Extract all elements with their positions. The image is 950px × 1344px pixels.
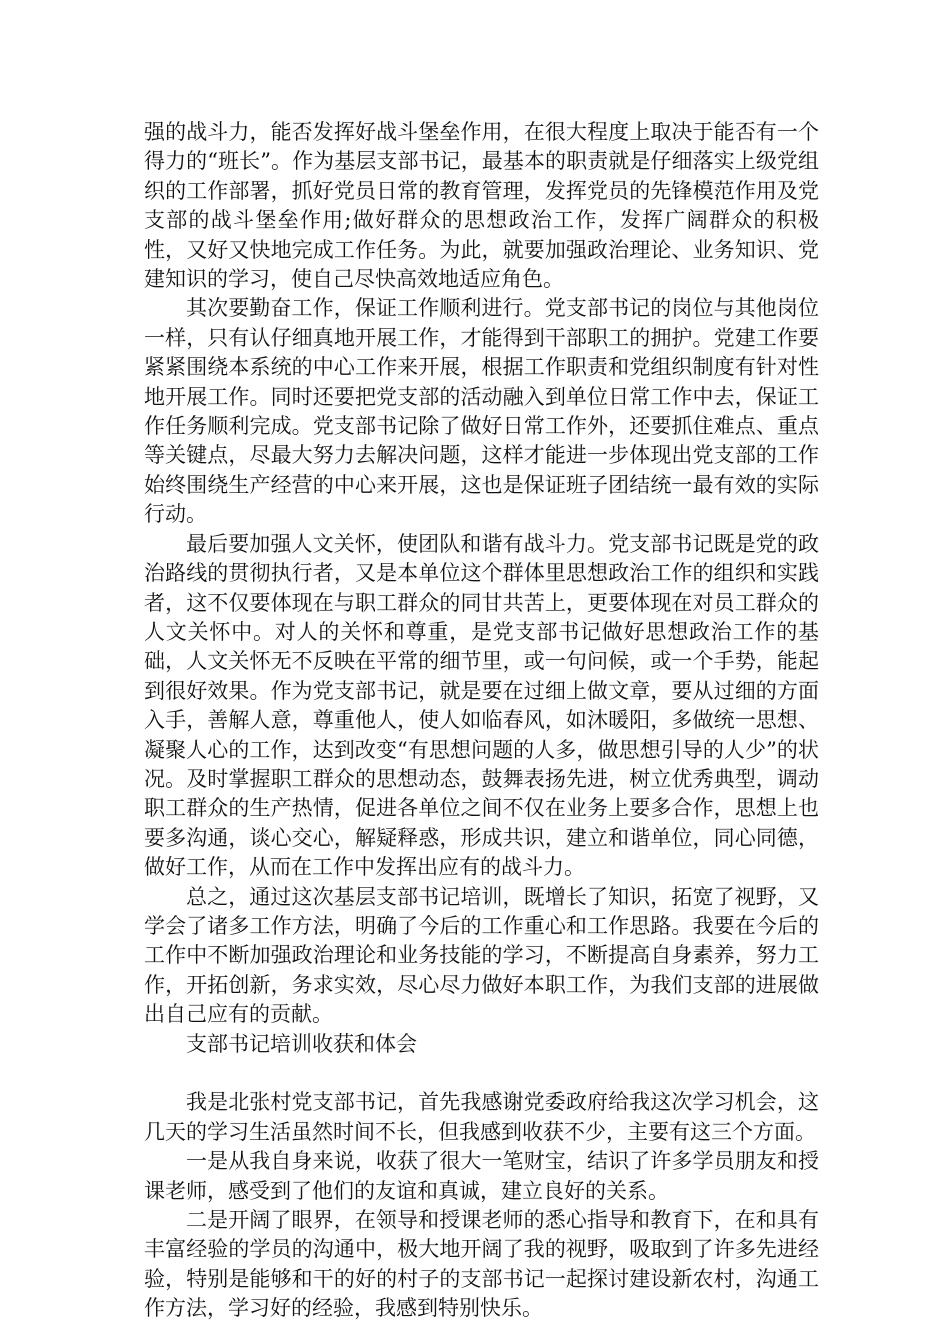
paragraph-gain-one: 一是从我自身来说，收获了很大一笔财宝，结识了许多学员朋友和授课老师，感受到了他们的友谊和真诚，建立良好的关系。 [144,1149,819,1203]
document-page [144,118,819,1324]
paragraph-diligent-work: 其次要勤奋工作，保证工作顺利进行。党支部书记的岗位与其他岗位一样，只有认仔细真地开展工作，才能得到干部职工的拥护。党建工作要紧紧围绕本系统的中心工作来开展，根据工作职责和党组织制度有针对性地开展工作。同时还要把党支部的活动融入到单位日常工作中去，保证工作任务顺利完成。党支部书记除了做好日常工作外，还要抓住难点、重点等关键点，尽最大努力去解决问题，这样才能进一步体现出党支部的工作始终围绕生产经营的中心来开展，这也是保证班子团结统一最有效的实际行动。 [144,296,819,527]
section-title: 支部书记培训收获和体会 [186,1031,417,1056]
paragraph-continuation: 强的战斗力，能否发挥好战斗堡垒作用，在很大程度上取决于能否有一个得力的“班长”。作为基层支部书记，最基本的职责就是仔细落实上级党组织的工作部署，抓好党员日常的教育管理，发挥党员的先锋模范作用及党支部的战斗堡垒作用;做好群众的思想政治工作，发挥广阔群众的积极性，又好又快地完成工作任务。为此，就要加强政治理论、业务知识、党建知识的学习，使自己尽快高效地适应角色。 [144,120,819,292]
paragraph-humanistic-care: 最后要加强人文关怀，使团队和谐有战斗力。党支部书记既是党的政治路线的贯彻执行者，又是本单位这个群体里思想政治工作的组织和实践者，这不仅要体现在与职工群众的同甘共苦上，更要体现在对员工群众的人文关怀中。对人的关怀和尊重，是党支部书记做好思想政治工作的基础，人文关怀无不反映在平常的细节里，或一句问候，或一个手势，能起到很好效果。作为党支部书记，就是要在过细上做文章，要从过细的方面入手，善解人意，尊重他人，使人如临春风，如沐暖阳，多做统一思想、凝聚人心的工作，达到改变“有思想问题的人多，做思想引导的人少”的状况。及时掌握职工群众的思想动态，鼓舞表扬先进，树立优秀典型，调动职工群众的生产热情，促进各单位之间不仅在业务上要多合作，思想上也要多沟通，谈心交心，解疑释惑，形成共识，建立和谐单位，同心同德，做好工作，从而在工作中发挥出应有的战斗力。 [144,531,819,880]
paragraph-intro: 我是北张村党支部书记，首先我感谢党委政府给我这次学习机会，这几天的学习生活虽然时间不长，但我感到收获不少，主要有这三个方面。 [144,1090,819,1144]
paragraph-gain-two: 二是开阔了眼界，在领导和授课老师的悉心指导和教育下，在和具有丰富经验的学员的沟通中，极大地开阔了我的视野，吸取到了许多先进经验，特别是能够和干的好的村子的支部书记一起探讨建设新农村，沟通工作方法，学习好的经验，我感到特别快乐。 [144,1208,819,1321]
blank-line [144,1059,819,1088]
paragraph-summary: 总之，通过这次基层支部书记培训，既增长了知识，拓宽了视野，又学会了诸多工作方法，明确了今后的工作重心和工作思路。我要在今后的工作中不断加强政治理论和业务技能的学习，不断提高自身素养，努力工作，开拓创新，务求实效，尽心尽力做好本职工作，为我们支部的进展做出自己应有的贡献。 [144,884,819,1027]
